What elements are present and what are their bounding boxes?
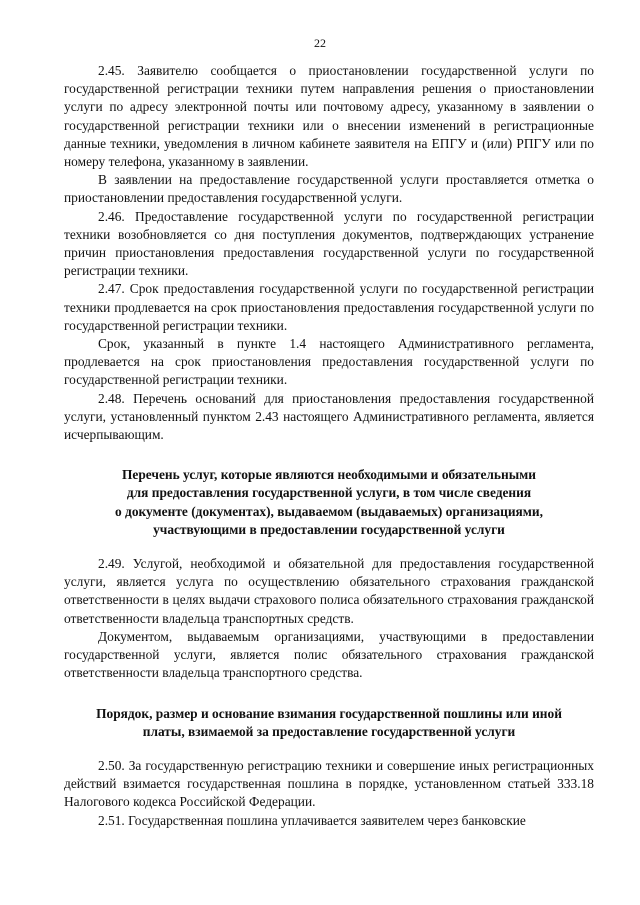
spacer xyxy=(64,444,594,466)
paragraph-term-extension: Срок, указанный в пункте 1.4 настоящего Административного регламента, продлевается на срок приостановления предоставления государственной услуги по государственной регистрации техники. xyxy=(64,336,594,388)
heading-line: для предоставления государственной услуги, в том числе сведения xyxy=(126,485,532,501)
paragraph-2-46: 2.46. Предоставление государственной услуги по государственной регистрации техники возобновляется со дня поступления документов, подтверждающих устранение причин приостановления предоставления государственной услуги по государственной регистрации техники. xyxy=(64,208,594,279)
spacer xyxy=(64,741,594,757)
page-content xyxy=(64,62,594,830)
heading-line: участвующими в предоставлении государственной услуги xyxy=(153,521,505,537)
paragraph-2-50: 2.50. За государственную регистрацию техники и совершение иных регистрационных действий взимается государственная пошлина в порядке, установленном статьей 333.18 Налогового кодекса Российской Федерации. xyxy=(64,757,594,810)
heading-line: платы, взимаемой за предоставление государственной услуги xyxy=(142,723,516,739)
paragraph-2-45: 2.45. Заявителю сообщается о приостановлении государственной услуги по государственной регистрации техники путем направления решения о приостановлении услуги по адресу электронной почты или почтовому адресу, указанному в заявлении о государственной регистрации техники или о внесении изменений в регистрационные данные техники, уведомления в личном кабинете заявителя на ЕПГУ и (или) РПГУ или по номеру телефона, указанному в заявлении. xyxy=(64,63,594,170)
heading-line: Перечень услуг, которые являются необходимыми и обязательными xyxy=(122,467,536,483)
paragraph-2-49: 2.49. Услугой, необходимой и обязательной для предоставления государственной услуги, является услуга по осуществлению обязательного страхования гражданской ответственности в целях выдачи страхового полиса обязательного страхования гражданской ответственности владельца транспортных средств. xyxy=(64,556,594,626)
section-heading-required-services xyxy=(64,466,594,539)
paragraph-2-47: 2.47. Срок предоставления государственной услуги по государственной регистрации техники продлевается на срок приостановления предоставления государственной услуги по государственной регистрации техники. xyxy=(64,281,594,333)
section-heading-state-fee xyxy=(64,705,594,741)
paragraph-suspension-mark: В заявлении на предоставление государственной услуги проставляется отметка о приостановлении предоставления государственной услуги. xyxy=(64,172,594,206)
spacer xyxy=(64,683,594,705)
spacer xyxy=(64,539,594,555)
heading-line: о документе (документах), выдаваемом (выдаваемых) организациями, xyxy=(115,503,543,519)
paragraph-2-48: 2.48. Перечень оснований для приостановления предоставления государственной услуги, установленный пунктом 2.43 настоящего Административного регламента, является исчерпывающим. xyxy=(64,390,594,443)
paragraph-2-51: 2.51. Государственная пошлина уплачивается заявителем через банковские xyxy=(98,812,526,828)
page-number: 22 xyxy=(314,36,326,50)
paragraph-policy-document: Документом, выдаваемым организациями, участвующими в предоставлении государственной услуги, является полис обязательного страхования гражданской ответственности владельца транспортного средства. xyxy=(64,628,594,681)
heading-line: Порядок, размер и основание взимания государственной пошлины или иной xyxy=(96,705,562,721)
